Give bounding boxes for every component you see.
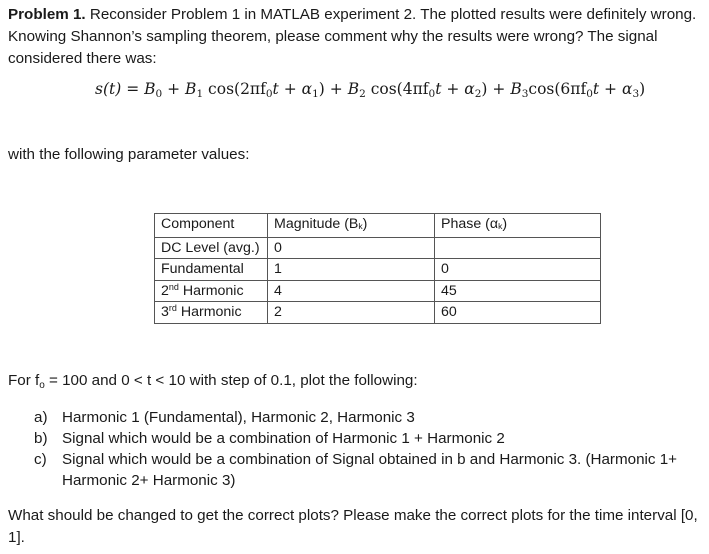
task-text: Signal which would be a combination of Signal obtained in b and Harmonic 3. (Harmonic 1+ Harmonic 2+ Harmonic 3): [62, 451, 678, 489]
plot-instructions: For $f_o = 100$ and 0 < t < 10 with step of 0.1, plot the following:: [8, 372, 418, 391]
signal-equation: $s(t) = B_0 + B_1$ $\cos(2\pi f_0t + \alpha_1) + B_2$ $\cos(4\pi f_0t + \alpha_2) + B_3\cos(6\pi f_0t + \alpha_3)$: [95, 80, 646, 100]
problem-label: Problem 1.: [8, 6, 86, 23]
task-list: [34, 407, 704, 491]
problem-statement: [8, 4, 704, 70]
task-label: c): [34, 451, 47, 468]
task-label: a): [34, 409, 48, 426]
parameter-table: [154, 213, 601, 324]
task-text: Harmonic 1 (Fundamental), Harmonic 2, Harmonic 3: [62, 409, 415, 426]
cell-magnitude: 4: [268, 280, 435, 302]
cell-magnitude: 2: [268, 302, 435, 324]
cell-magnitude: 0: [268, 237, 435, 259]
cell-phase: 0: [435, 259, 601, 281]
table-row: [155, 237, 601, 259]
task-text: Signal which would be a combination of Harmonic 1 + Harmonic 2: [62, 430, 505, 447]
list-item: [34, 428, 704, 449]
cell-component: DC Level (avg.): [155, 237, 268, 259]
header-magnitude: Magnitude (Bk): [268, 214, 435, 238]
cell-component: Fundamental: [155, 259, 268, 281]
cell-phase: [435, 237, 601, 259]
table-header-row: [155, 214, 601, 238]
list-item: [34, 449, 704, 491]
header-component: Component: [155, 214, 268, 238]
closing-question: What should be changed to get the correct plots? Please make the correct plots for the time interval [0, 1].: [8, 507, 698, 546]
problem-text: Reconsider Problem 1 in MATLAB experiment 2. The plotted results were definitely wrong. Knowing Shannon’s sampling theorem, please comment why the results were wrong? The signal considered there was:: [8, 6, 697, 67]
header-phase: Phase (αk): [435, 214, 601, 238]
cell-component: 2nd Harmonic: [155, 280, 268, 302]
cell-phase: 45: [435, 280, 601, 302]
list-item: [34, 407, 704, 428]
cell-magnitude: 1: [268, 259, 435, 281]
table-row: [155, 280, 601, 302]
table-row: [155, 302, 601, 324]
task-label: b): [34, 430, 48, 447]
table-row: [155, 259, 601, 281]
with-parameters-text: with the following parameter values:: [8, 146, 250, 163]
cell-component: 3rd Harmonic: [155, 302, 268, 324]
cell-phase: 60: [435, 302, 601, 324]
